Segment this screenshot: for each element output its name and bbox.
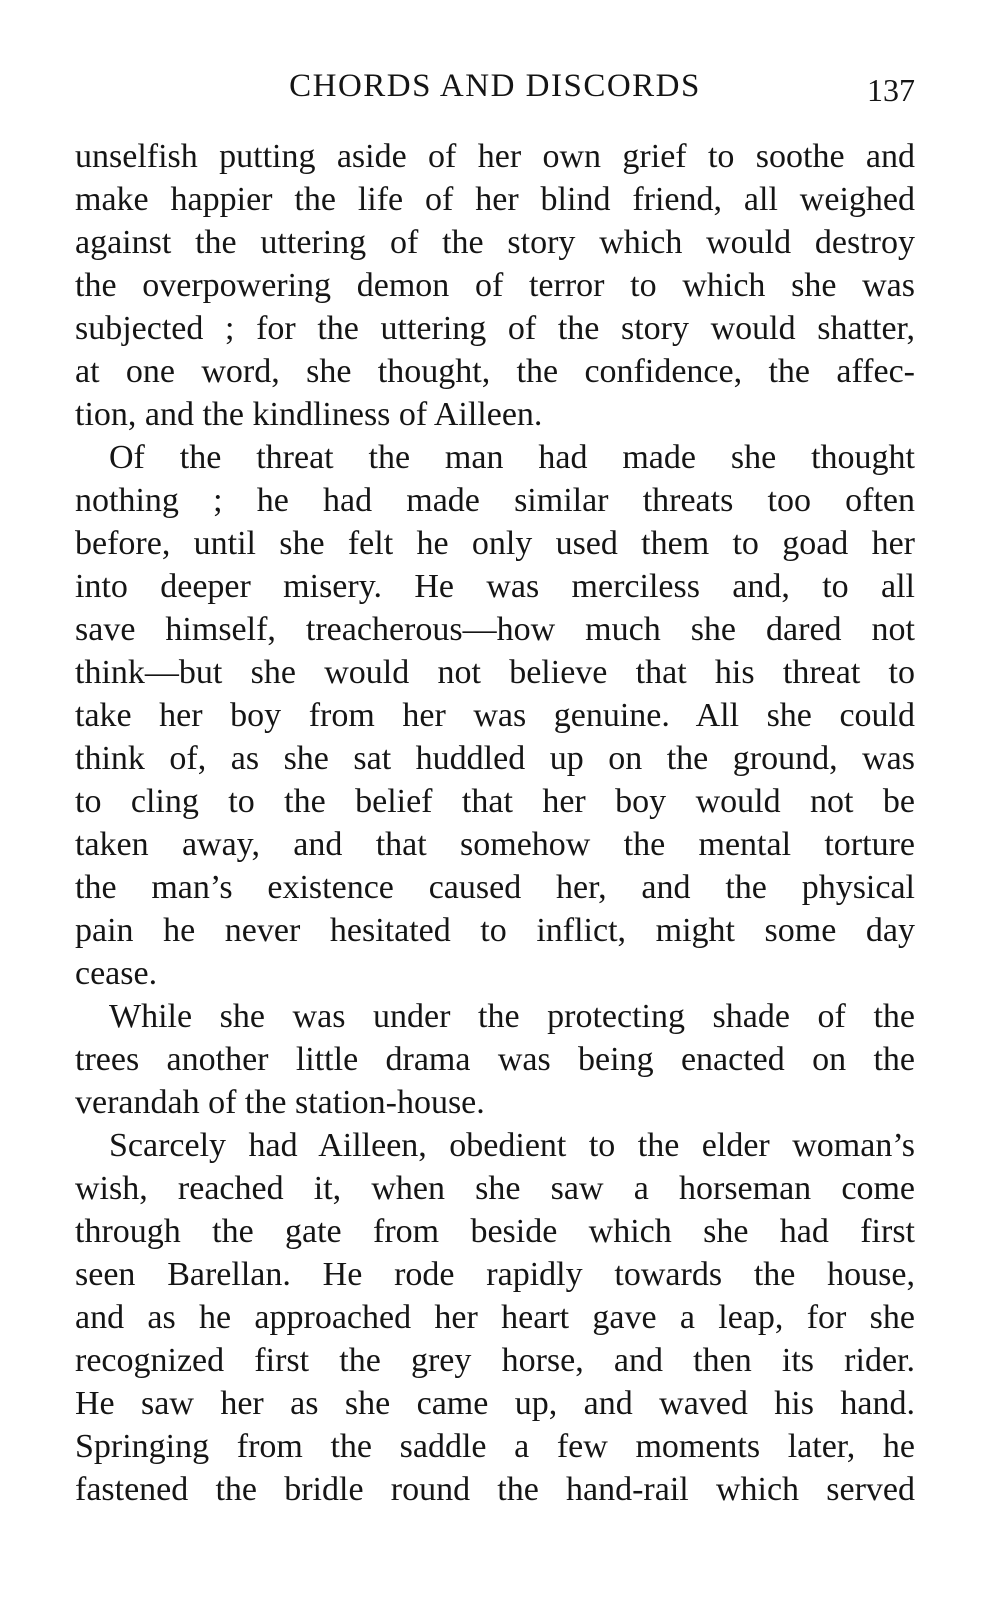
page-number: 137 [867, 72, 915, 108]
text-line: verandah of the station-house. [75, 1084, 485, 1121]
text-line: He saw her as she came up, and waved his hand. [75, 1385, 915, 1422]
text-line: taken away, and that somehow the mental torture [75, 826, 915, 863]
text-line: subjected ; for the uttering of the story would shatter, [75, 310, 915, 347]
text-line: pain he never hesitated to inflict, might some day [75, 912, 915, 949]
text-line: nothing ; he had made similar threats too often [75, 482, 915, 519]
text-line: fastened the bridle round the hand-rail which served [75, 1471, 915, 1508]
text-line: Of the threat the man had made she thought [109, 439, 915, 476]
text-line: make happier the life of her blind friend, all weighed [75, 181, 915, 218]
paragraph [75, 1124, 915, 1511]
text-line: trees another little drama was being enacted on the [75, 1041, 915, 1078]
text-line: the man’s existence caused her, and the physical [75, 869, 915, 906]
text-line: and as he approached her heart gave a leap, for she [75, 1299, 915, 1336]
text-line: Springing from the saddle a few moments later, he [75, 1428, 915, 1465]
text-line: Scarcely had Ailleen, obedient to the elder woman’s [109, 1127, 915, 1164]
text-line: through the gate from beside which she had first [75, 1213, 915, 1250]
text-line: recognized first the grey horse, and then its rider. [75, 1342, 915, 1379]
body-text [75, 135, 915, 1511]
text-line: to cling to the belief that her boy would not be [75, 783, 915, 820]
running-head [75, 66, 915, 106]
running-title: CHORDS AND DISCORDS [289, 68, 701, 104]
paragraph [75, 995, 915, 1124]
text-line: tion, and the kindliness of Ailleen. [75, 396, 543, 433]
text-line: the overpowering demon of terror to which she was [75, 267, 915, 304]
paragraph [75, 135, 915, 436]
text-line: take her boy from her was genuine. All she could [75, 697, 915, 734]
paragraph [75, 436, 915, 995]
text-line: against the uttering of the story which would destroy [75, 224, 915, 261]
text-line: While she was under the protecting shade of the [109, 998, 915, 1035]
text-line: save himself, treacherous—how much she dared not [75, 611, 915, 648]
text-line: cease. [75, 955, 158, 992]
text-line: before, until she felt he only used them to goad her [75, 525, 915, 562]
text-line: wish, reached it, when she saw a horseman come [75, 1170, 915, 1207]
text-line: seen Barellan. He rode rapidly towards the house, [75, 1256, 915, 1293]
text-line: at one word, she thought, the confidence, the affec- [75, 353, 915, 390]
text-line: into deeper misery. He was merciless and, to all [75, 568, 915, 605]
text-line: think—but she would not believe that his threat to [75, 654, 915, 691]
text-line: unselfish putting aside of her own grief to soothe and [75, 138, 915, 175]
text-line: think of, as she sat huddled up on the ground, was [75, 740, 915, 777]
